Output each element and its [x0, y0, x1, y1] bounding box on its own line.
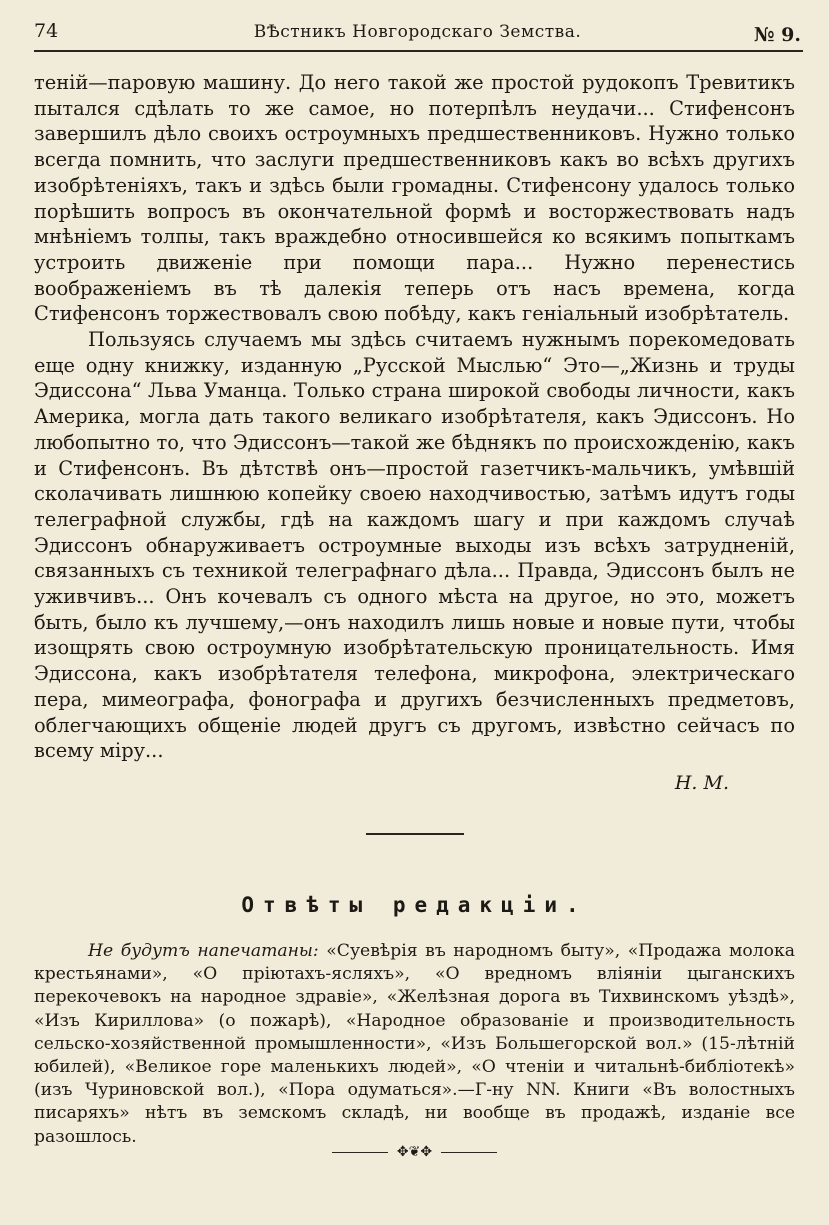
journal-title: ВѢстникъ Новгородскаго Земства. — [253, 22, 582, 42]
ornament-line-left — [332, 1152, 388, 1153]
issue-number: № 9. — [753, 24, 801, 46]
article-body — [34, 70, 795, 794]
answers-lead: Не будутъ напечатаны: — [88, 941, 319, 961]
section-title: Отвѣты редакціи. — [241, 893, 588, 917]
answers-paragraph — [34, 940, 795, 1149]
page-number: 74 — [34, 20, 59, 42]
end-ornament — [0, 1144, 829, 1160]
ornament-glyph: ✥❦✥ — [396, 1144, 433, 1160]
answers-text: «Суевѣрія въ народномъ быту», «Продажа молока крестьянами», «О пріютахъ-ясляхъ», «О вредномъ вліяніи цыганскихъ перекочевокъ на народное здравіе», «Желѣзная дорога въ Тихвинскомъ уѣздѣ», «Изъ Кириллова» (о пожарѣ), «Народное образованіе и производительность сельско-хозяйственной промышленности», «Изъ Большегорской вол.» (15-лѣтній юбилей), «Великое горе маленькихъ людей», «О чтеніи и читальнѣ-библіотекѣ» (изъ Чуриновской вол.), «Пора одуматься».—Г-ну NN. Книги «Въ волостныхъ писаряхъ» нѣтъ въ земскомъ складѣ, ни вообще въ продажѣ, изданіе все разошлось. — [34, 941, 796, 1147]
page-header — [34, 18, 801, 52]
editorial-answers — [34, 940, 795, 1149]
header-rule — [34, 50, 803, 52]
article-paragraph-2: Пользуясь случаемъ мы здѣсь считаемъ нужнымъ порекомедовать еще одну книжку, изданную „Русской Мыслью“ Это—„Жизнь и труды Эдиссона“ Льва Уманца. Только страна широкой свободы личности, какъ Америка, могла дать такого великаго изобрѣтателя, какъ Эдиссонъ. Но любопытно то, что Эдиссонъ—такой же бѣднякъ по происхожденію, какъ и Стифенсонъ. Въ дѣтствѣ онъ—простой газетчикъ-мальчикъ, умѣвшій сколачивать лишнюю копейку своею находчивостью, затѣмъ идутъ годы телеграфной службы, гдѣ на каждомъ шагу и при каждомъ случаѣ Эдиссонъ обнаруживаетъ остроумные выходы изъ всѣхъ затрудненій, связанныхъ съ техникой телеграфнаго дѣла... Правда, Эдиссонъ былъ не уживчивъ... Онъ кочевалъ съ одного мѣста на другое, но это, можетъ быть, было къ лучшему,—онъ находилъ лишь новые и новые пути, чтобы изощрять свою остроумную изобрѣтательскую проницательность. Имя Эдиссона, какъ изобрѣтателя телефона, микрофона, электрическаго пера, мимеографа, фонографа и другихъ безчисленныхъ предметовъ, облегчающихъ общеніе людей другъ съ другомъ, извѣстно сейчасъ по всему міру... — [34, 328, 795, 763]
section-divider — [366, 833, 464, 835]
ornament-line-right — [441, 1152, 497, 1153]
article-paragraph-1: теній—паровую машину. До него такой же простой рудокопъ Тревитикъ пытался сдѣлать то же самое, но потерпѣлъ неудачи... Стифенсонъ завершилъ дѣло своихъ остроумныхъ предшественниковъ. Нужно только всегда помнить, что заслуги предшественниковъ какъ во всѣхъ другихъ изобрѣтеніяхъ, такъ и здѣсь были громадны. Стифенсону удалось только порѣшить вопросъ въ окончательной формѣ и восторжествовать надъ мнѣніемъ толпы, такъ враждебно относившейся ко всякимъ попыткамъ устроить движеніе при помощи пара... Нужно перенестись воображеніемъ въ тѣ далекія теперь отъ насъ времена, когда Стифенсонъ торжествовалъ свою побѣду, какъ геніальный изобрѣтатель. — [34, 71, 795, 326]
author-signature: Н. М. — [674, 771, 729, 794]
